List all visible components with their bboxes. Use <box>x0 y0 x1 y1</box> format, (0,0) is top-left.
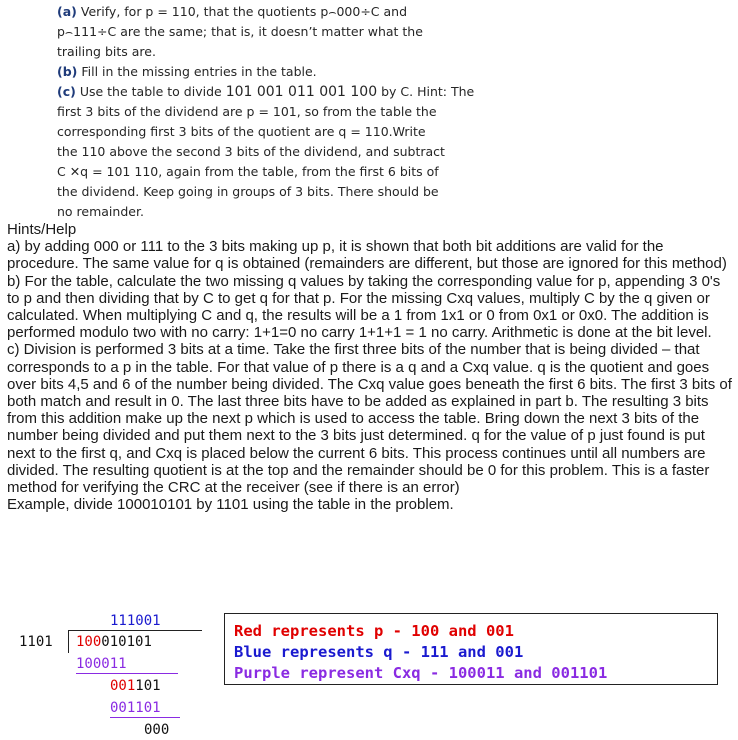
legend-red-line: Red represents p - 100 and 001 <box>234 622 514 640</box>
hint-c: c) Division is performed 3 bits at a time. Take the first three bits of the number that is being divided – that corresponds to a p in the table. For that value of p there is a q and a Cxq value. q is the quotient and goes over bits 4,5 and 6 of the number being divided. The Cxq value goes beneath the first 6 bits. The first 3 bits of both match and result in 0. The last three bits have to be added as explained in part b. The resulting 3 bits from this addition make up the next p which is used to access the table. Bring down the next 3 bits of the number being divided and put them next to the 3 bits just determined. q for the value of p just found is put next to the first q, and Cxq is placed below the current 6 bits. This process continues until all numbers are divided. The resulting quotient is at the top and the remainder should be 0 for this problem. This is a faster method for verifying the CRC at the receiver (see if there is an error) <box>7 341 732 497</box>
problem-b-line-1: (b) Fill in the missing entries in the table. <box>57 64 317 79</box>
partial-result: 001101 <box>110 678 161 694</box>
problem-statement <box>57 2 497 222</box>
subtraction-line-1 <box>76 673 178 674</box>
problem-c-line-5: C ✕q = 101 110, again from the table, from the first 6 bits of <box>57 164 439 179</box>
problem-a-line-2: p⌢111÷C are the same; that is, it doesn’t matter what the <box>57 24 423 39</box>
legend-purple-line: Purple represent Cxq - 100011 and 001101 <box>234 664 608 682</box>
color-legend-box <box>224 613 718 685</box>
hints-title: Hints/Help <box>7 221 77 238</box>
division-bracket <box>68 630 69 653</box>
legend-blue-line: Blue represents q - 111 and 001 <box>234 643 524 661</box>
quotient: 111001 <box>110 613 161 629</box>
problem-a-line-1: (a) Verify, for p = 110, that the quotients p⌢000÷C and <box>57 4 408 19</box>
problem-c-line-4: the 110 above the second 3 bits of the dividend, and subtract <box>57 144 445 159</box>
problem-c-line-7: no remainder. <box>57 204 144 219</box>
hint-example: Example, divide 100010101 by 1101 using the table in the problem. <box>7 496 454 514</box>
problem-c-line-3: corresponding first 3 bits of the quotient are q = 110.Write <box>57 124 426 139</box>
hint-b: b) For the table, calculate the two missing q values by taking the corresponding value for p, appending 3 0's to p and then dividing that by C to get q for that p. For the missing Cxq values, multiply C by the q given or calculated. When multiplying C and q, the results will be a 1 from 1x1 or 0 from 0x1 or 0x0. The addition is performed modulo two with no carry: 1+1=0 no carry 1+1+1 = 1 no carry. Arithmetic is done at the bit level. <box>7 272 721 342</box>
dividend: 100010101 <box>76 634 152 650</box>
problem-c-line-2: first 3 bits of the dividend are p = 101, so from the table the <box>57 104 437 119</box>
division-bar <box>68 630 202 631</box>
divisor: 1101 <box>19 634 53 650</box>
hints-section <box>7 221 732 513</box>
long-division-example <box>0 606 220 740</box>
cxq-step-2: 001101 <box>110 700 161 716</box>
hint-a: a) by adding 000 or 111 to the 3 bits making up p, it is shown that both bit additions are valid for the procedure. The same value for q is obtained (remainders are different, but those are ignored for this method) <box>7 238 727 273</box>
problem-a-line-3: trailing bits are. <box>57 44 156 59</box>
cxq-step-1: 100011 <box>76 656 127 672</box>
problem-c-line-6: the dividend. Keep going in groups of 3 bits. There should be <box>57 184 439 199</box>
problem-c-line-1: (c) Use the table to divide 101 001 011 001 100 by C. Hint: The <box>57 84 475 100</box>
subtraction-line-2 <box>110 717 180 718</box>
remainder: 000 <box>144 722 170 738</box>
